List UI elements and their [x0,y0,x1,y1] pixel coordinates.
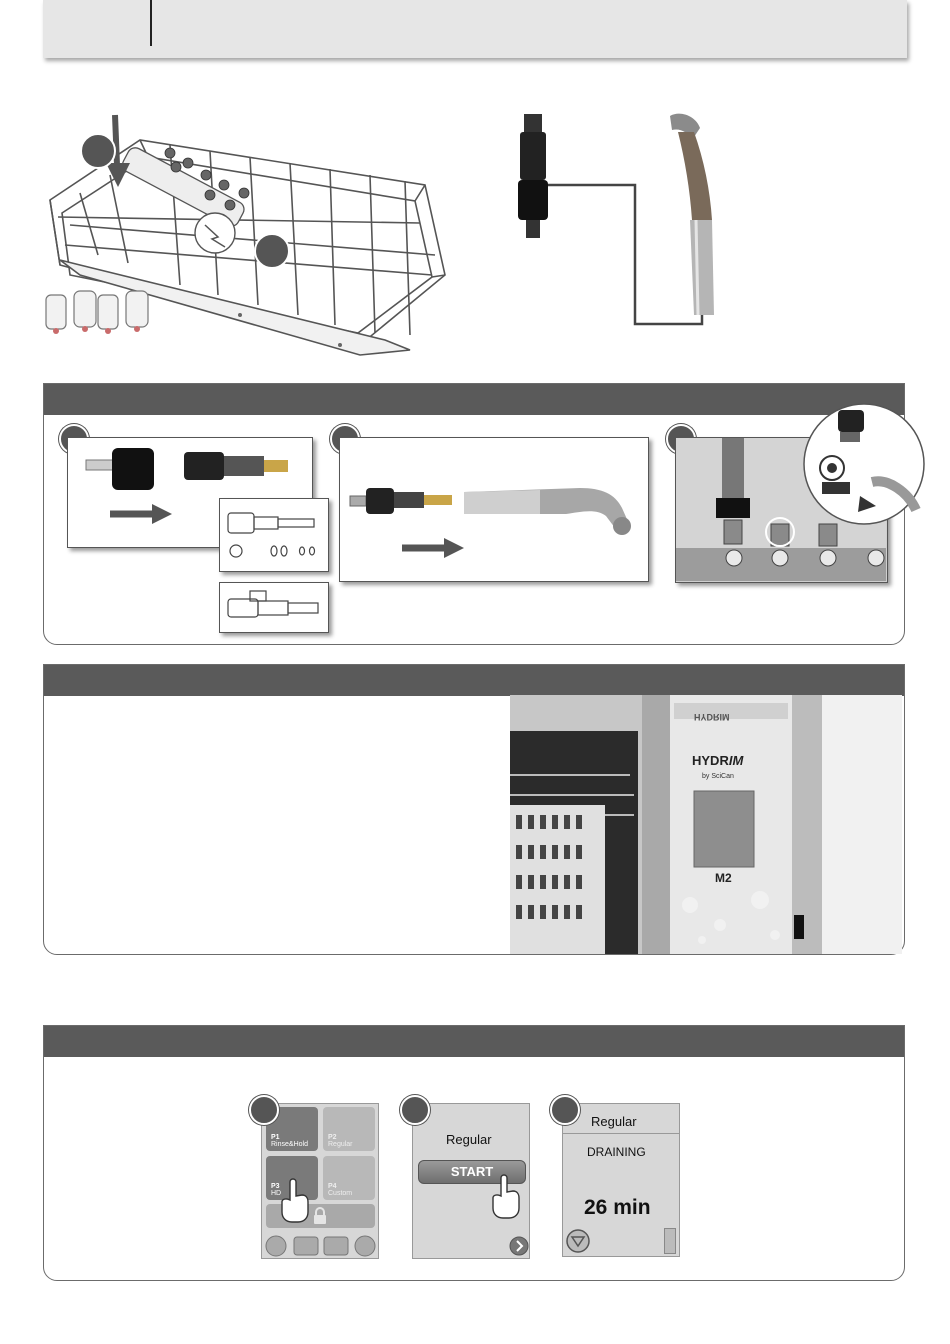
screen-start [412,1103,530,1259]
hydrim-by-label: by SciCan [702,773,734,780]
screen-program-menu [261,1103,379,1259]
step-badge-screen-1 [249,1095,279,1125]
stop-icon[interactable] [566,1229,590,1253]
menu-bottom-icons [264,1232,378,1258]
running-status-label: DRAINING [587,1145,646,1159]
coupler-assembled-illustration [220,583,327,631]
progress-indicator [664,1228,676,1254]
panel-coupler-assembled [219,582,329,633]
running-cycle-label: Regular [591,1114,637,1129]
panel-coupler-parts [219,498,329,572]
attach-handpiece-illustration [340,438,647,580]
section-touchscreen-header [44,1026,904,1057]
section-load-machine-header [44,665,904,696]
header-divider [150,0,152,46]
running-time-label: 26 min [584,1196,651,1219]
program-tile-p1[interactable]: P1 Rinse&Hold [266,1107,318,1151]
hydrim-logo: HYDRIM [692,753,744,768]
machine-top-label: HYDRIM [694,712,730,722]
program-tile-p4[interactable]: P4 Custom [323,1156,375,1200]
screen-running [562,1103,680,1257]
section-assembly-header [44,384,904,415]
hydrim-model-label: M2 [715,871,732,885]
handpiece-connection-illustration [510,110,730,330]
lock-icon [312,1207,328,1225]
program-tile-p3[interactable]: P3 HD [266,1156,318,1200]
hand-pointer-icon [278,1178,314,1224]
start-cycle-label: Regular [446,1132,492,1147]
hydrim-machine-photo [510,695,902,954]
coupler-parts-illustration [220,499,327,570]
arrow-right-icon [152,504,172,524]
panel-attach-handpiece [339,437,649,582]
page-header-bar [43,0,907,58]
chevron-right-icon[interactable] [509,1236,529,1256]
program-tile-p2[interactable]: P2 Regular [323,1107,375,1151]
arrow-right-icon [444,538,464,558]
hand-pointer-icon [489,1174,525,1220]
basket-illustration [40,105,460,370]
step-badge-screen-2 [400,1095,430,1125]
start-button[interactable]: START [418,1160,526,1184]
step-badge-screen-3 [550,1095,580,1125]
detail-zoom-circle [798,402,933,532]
